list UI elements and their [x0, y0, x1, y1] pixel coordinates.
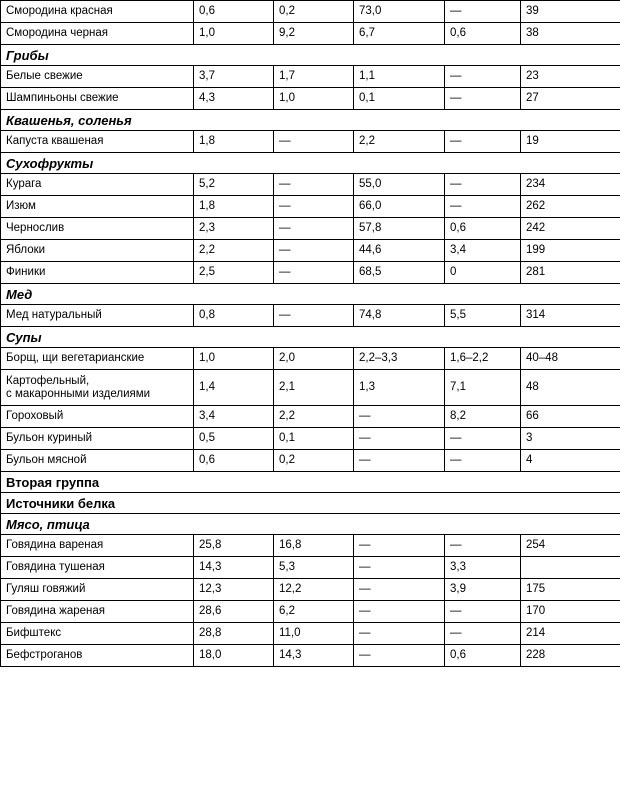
- table-row: [1, 240, 620, 262]
- product-name-cell: Шампиньоны свежие: [1, 88, 194, 110]
- table-group-header: [1, 472, 620, 493]
- value-cell: —: [445, 450, 521, 472]
- value-cell: 38: [521, 23, 620, 45]
- value-cell: 5,5: [445, 305, 521, 327]
- value-cell: 3: [521, 428, 620, 450]
- value-cell: 3,4: [445, 240, 521, 262]
- value-cell: 2,3: [194, 218, 274, 240]
- value-cell: 44,6: [354, 240, 445, 262]
- value-cell: 1,0: [194, 23, 274, 45]
- value-cell: —: [445, 66, 521, 88]
- group-label: Вторая группа: [1, 472, 620, 493]
- product-name-cell: Яблоки: [1, 240, 194, 262]
- value-cell: 2,1: [274, 370, 354, 406]
- value-cell: 1,3: [354, 370, 445, 406]
- value-cell: 12,2: [274, 579, 354, 601]
- table-row: [1, 557, 620, 579]
- value-cell: 7,1: [445, 370, 521, 406]
- value-cell: 27: [521, 88, 620, 110]
- value-cell: 0,6: [445, 645, 521, 667]
- value-cell: 4,3: [194, 88, 274, 110]
- value-cell: 19: [521, 131, 620, 153]
- value-cell: 0: [445, 262, 521, 284]
- value-cell: 0,6: [194, 450, 274, 472]
- value-cell: 2,0: [274, 348, 354, 370]
- value-cell: 11,0: [274, 623, 354, 645]
- product-name-cell: Курага: [1, 174, 194, 196]
- value-cell: 23: [521, 66, 620, 88]
- value-cell: 3,3: [445, 557, 521, 579]
- table-row: [1, 88, 620, 110]
- value-cell: 66,0: [354, 196, 445, 218]
- table-section-header: [1, 514, 620, 535]
- value-cell: 2,2–3,3: [354, 348, 445, 370]
- value-cell: 57,8: [354, 218, 445, 240]
- value-cell: —: [445, 196, 521, 218]
- value-cell: 0,6: [445, 218, 521, 240]
- product-name-cell: Смородина черная: [1, 23, 194, 45]
- value-cell: —: [274, 196, 354, 218]
- value-cell: —: [274, 131, 354, 153]
- value-cell: 40–48: [521, 348, 620, 370]
- value-cell: 0,8: [194, 305, 274, 327]
- value-cell: —: [445, 174, 521, 196]
- value-cell: 254: [521, 535, 620, 557]
- table-row: [1, 645, 620, 667]
- value-cell: 234: [521, 174, 620, 196]
- value-cell: 262: [521, 196, 620, 218]
- value-cell: —: [445, 428, 521, 450]
- table-row: [1, 66, 620, 88]
- value-cell: 214: [521, 623, 620, 645]
- value-cell: —: [354, 601, 445, 623]
- value-cell: 73,0: [354, 1, 445, 23]
- product-name-cell: Бефстроганов: [1, 645, 194, 667]
- value-cell: —: [445, 535, 521, 557]
- value-cell: —: [274, 218, 354, 240]
- product-name-cell: Финики: [1, 262, 194, 284]
- value-cell: 6,7: [354, 23, 445, 45]
- value-cell: 14,3: [274, 645, 354, 667]
- value-cell: 3,7: [194, 66, 274, 88]
- product-name-cell: Изюм: [1, 196, 194, 218]
- value-cell: 2,2: [354, 131, 445, 153]
- value-cell: 68,5: [354, 262, 445, 284]
- value-cell: —: [354, 535, 445, 557]
- table-row: [1, 623, 620, 645]
- value-cell: 1,6–2,2: [445, 348, 521, 370]
- value-cell: —: [354, 428, 445, 450]
- product-name-cell: Гороховый: [1, 406, 194, 428]
- value-cell: —: [354, 645, 445, 667]
- value-cell: 28,8: [194, 623, 274, 645]
- table-row: [1, 579, 620, 601]
- product-name-cell: Капуста квашеная: [1, 131, 194, 153]
- table-row: [1, 348, 620, 370]
- table-row: [1, 601, 620, 623]
- value-cell: 0,1: [354, 88, 445, 110]
- value-cell: —: [274, 305, 354, 327]
- product-name-cell: Говядина тушеная: [1, 557, 194, 579]
- value-cell: 16,8: [274, 535, 354, 557]
- value-cell: 1,7: [274, 66, 354, 88]
- value-cell: 0,1: [274, 428, 354, 450]
- product-name-cell: Картофельный, с макаронными изделиями: [1, 370, 194, 406]
- product-name-cell: Чернослив: [1, 218, 194, 240]
- value-cell: —: [354, 557, 445, 579]
- table-body: [1, 1, 620, 667]
- table-row: [1, 305, 620, 327]
- value-cell: 39: [521, 1, 620, 23]
- value-cell: 3,9: [445, 579, 521, 601]
- value-cell: 3,4: [194, 406, 274, 428]
- value-cell: 9,2: [274, 23, 354, 45]
- value-cell: 18,0: [194, 645, 274, 667]
- table-row: [1, 370, 620, 406]
- product-name-cell: Говядина жареная: [1, 601, 194, 623]
- value-cell: [521, 557, 620, 579]
- product-name-cell: Борщ, щи вегетарианские: [1, 348, 194, 370]
- section-label: Грибы: [1, 45, 620, 66]
- section-label: Мясо, птица: [1, 514, 620, 535]
- product-name-cell: Смородина красная: [1, 1, 194, 23]
- value-cell: 1,4: [194, 370, 274, 406]
- table-section-header: [1, 153, 620, 174]
- table-row: [1, 450, 620, 472]
- value-cell: 14,3: [194, 557, 274, 579]
- table-row: [1, 23, 620, 45]
- table-row: [1, 218, 620, 240]
- value-cell: —: [274, 262, 354, 284]
- value-cell: 170: [521, 601, 620, 623]
- table-row: [1, 406, 620, 428]
- value-cell: 74,8: [354, 305, 445, 327]
- value-cell: —: [274, 240, 354, 262]
- section-label: Квашенья, соленья: [1, 110, 620, 131]
- value-cell: 48: [521, 370, 620, 406]
- value-cell: —: [445, 1, 521, 23]
- value-cell: 0,5: [194, 428, 274, 450]
- value-cell: 55,0: [354, 174, 445, 196]
- group-label: Источники белка: [1, 493, 620, 514]
- value-cell: 25,8: [194, 535, 274, 557]
- product-name-cell: Бульон мясной: [1, 450, 194, 472]
- section-label: Сухофрукты: [1, 153, 620, 174]
- table-row: [1, 428, 620, 450]
- value-cell: 281: [521, 262, 620, 284]
- value-cell: 1,8: [194, 196, 274, 218]
- table-row: [1, 196, 620, 218]
- value-cell: —: [445, 623, 521, 645]
- value-cell: 1,8: [194, 131, 274, 153]
- section-label: Супы: [1, 327, 620, 348]
- value-cell: —: [274, 174, 354, 196]
- value-cell: 66: [521, 406, 620, 428]
- value-cell: 0,6: [445, 23, 521, 45]
- value-cell: 8,2: [445, 406, 521, 428]
- value-cell: 0,2: [274, 1, 354, 23]
- value-cell: 0,6: [194, 1, 274, 23]
- table-section-header: [1, 45, 620, 66]
- value-cell: 242: [521, 218, 620, 240]
- table-group-header: [1, 493, 620, 514]
- section-label: Мед: [1, 284, 620, 305]
- value-cell: 228: [521, 645, 620, 667]
- value-cell: 2,5: [194, 262, 274, 284]
- product-name-cell: Бифштекс: [1, 623, 194, 645]
- value-cell: 1,1: [354, 66, 445, 88]
- value-cell: 175: [521, 579, 620, 601]
- value-cell: 0,2: [274, 450, 354, 472]
- value-cell: —: [354, 623, 445, 645]
- product-name-cell: Белые свежие: [1, 66, 194, 88]
- table-row: [1, 535, 620, 557]
- product-name-cell: Бульон куриный: [1, 428, 194, 450]
- value-cell: —: [445, 88, 521, 110]
- product-name-cell: Говядина вареная: [1, 535, 194, 557]
- value-cell: —: [445, 601, 521, 623]
- product-name-cell: Гуляш говяжий: [1, 579, 194, 601]
- table-section-header: [1, 327, 620, 348]
- table-row: [1, 174, 620, 196]
- value-cell: —: [445, 131, 521, 153]
- value-cell: 2,2: [274, 406, 354, 428]
- value-cell: 4: [521, 450, 620, 472]
- value-cell: 5,3: [274, 557, 354, 579]
- value-cell: 12,3: [194, 579, 274, 601]
- value-cell: 2,2: [194, 240, 274, 262]
- table-section-header: [1, 110, 620, 131]
- value-cell: 1,0: [274, 88, 354, 110]
- product-name-cell: Мед натуральный: [1, 305, 194, 327]
- value-cell: 6,2: [274, 601, 354, 623]
- value-cell: —: [354, 406, 445, 428]
- value-cell: 1,0: [194, 348, 274, 370]
- table-row: [1, 262, 620, 284]
- value-cell: 199: [521, 240, 620, 262]
- value-cell: 5,2: [194, 174, 274, 196]
- value-cell: 314: [521, 305, 620, 327]
- value-cell: —: [354, 579, 445, 601]
- value-cell: —: [354, 450, 445, 472]
- table-row: [1, 131, 620, 153]
- table-section-header: [1, 284, 620, 305]
- table-row: [1, 1, 620, 23]
- value-cell: 28,6: [194, 601, 274, 623]
